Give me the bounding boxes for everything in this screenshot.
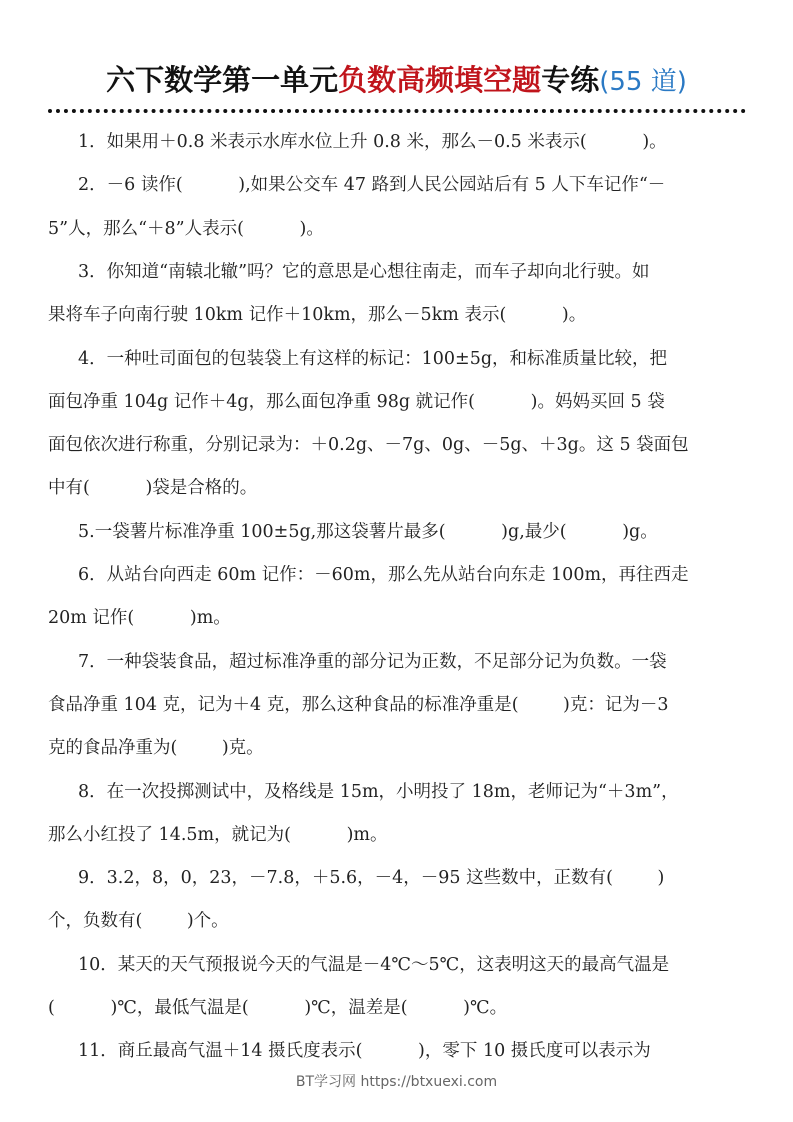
page-title xyxy=(0,58,793,99)
question-line: 9．3.2，8，0，23，－7.8，＋5.6，－4，－95 这些数中，正数有( ) xyxy=(78,868,665,889)
question-line: 5.一袋薯片标准净重 100±5g,那这袋薯片最多( )g,最少( )g。 xyxy=(78,521,658,542)
question-line: 克的食品净重为( )克。 xyxy=(48,738,264,759)
question-line: 个，负数有( )个。 xyxy=(48,911,229,932)
title-part-1: 六下数学第一单元 xyxy=(106,63,339,97)
question-line: 7．一种袋装食品，超过标准净重的部分记为正数，不足部分记为负数。一袋 xyxy=(78,651,667,672)
footer-watermark: BT学习网 https://btxuexi.com xyxy=(295,1074,498,1090)
question-line: 2．－6 读作( ),如果公交车 47 路到人民公园站后有 5 人下车记作“－ xyxy=(78,175,666,196)
question-line: 中有( )袋是合格的。 xyxy=(48,478,258,499)
title-part-3: 专练 xyxy=(541,63,600,97)
question-line: 果将车子向南行驶 10km 记作＋10km，那么－5km 表示( )。 xyxy=(48,305,587,326)
question-line: 4．一种吐司面包的包装袋上有这样的标记：100±5g，和标准质量比较，把 xyxy=(78,348,668,369)
question-line: 3．你知道“南辕北辙”吗？它的意思是心想往南走，而车子却向北行驶。如 xyxy=(78,261,650,282)
question-line: 10．某天的天气预报说今天的气温是－4℃～5℃，这表明这天的最高气温是 xyxy=(78,954,670,975)
title-highlight: 负数高频填空题 xyxy=(338,63,542,97)
question-line: 食品净重 104 克，记为＋4 克，那么这种食品的标准净重是( )克：记为－3 xyxy=(48,694,669,715)
question-line: 11．商丘最高气温＋14 摄氏度表示( )，零下 10 摄氏度可以表示为 xyxy=(78,1041,651,1062)
question-line: 5”人，那么“＋8”人表示( )。 xyxy=(48,218,324,239)
title-count: (55 道) xyxy=(599,67,687,97)
question-line: 那么小红投了 14.5m，就记为( )m。 xyxy=(48,824,388,845)
question-line: 20m 记作( )m。 xyxy=(48,608,231,629)
dotted-divider xyxy=(48,109,746,113)
question-line: 6．从站台向西走 60m 记作：－60m，那么先从站台向东走 100m，再往西走 xyxy=(78,565,689,585)
question-line: 面包依次进行称重，分别记录为：＋0.2g、－7g、0g、－5g、＋3g。这 5 袋面包 xyxy=(48,435,689,456)
question-line: ( )℃，最低气温是( )℃，温差是( )℃。 xyxy=(48,998,508,1018)
question-line: 面包净重 104g 记作＋4g，那么面包净重 98g 就记作( )。妈妈买回 5 袋 xyxy=(48,391,665,412)
question-line: 1．如果用＋0.8 米表示水库水位上升 0.8 米，那么－0.5 米表示( )。 xyxy=(78,132,667,152)
question-line: 8．在一次投掷测试中，及格线是 15m，小明投了 18m，老师记为“＋3m”， xyxy=(78,781,679,802)
